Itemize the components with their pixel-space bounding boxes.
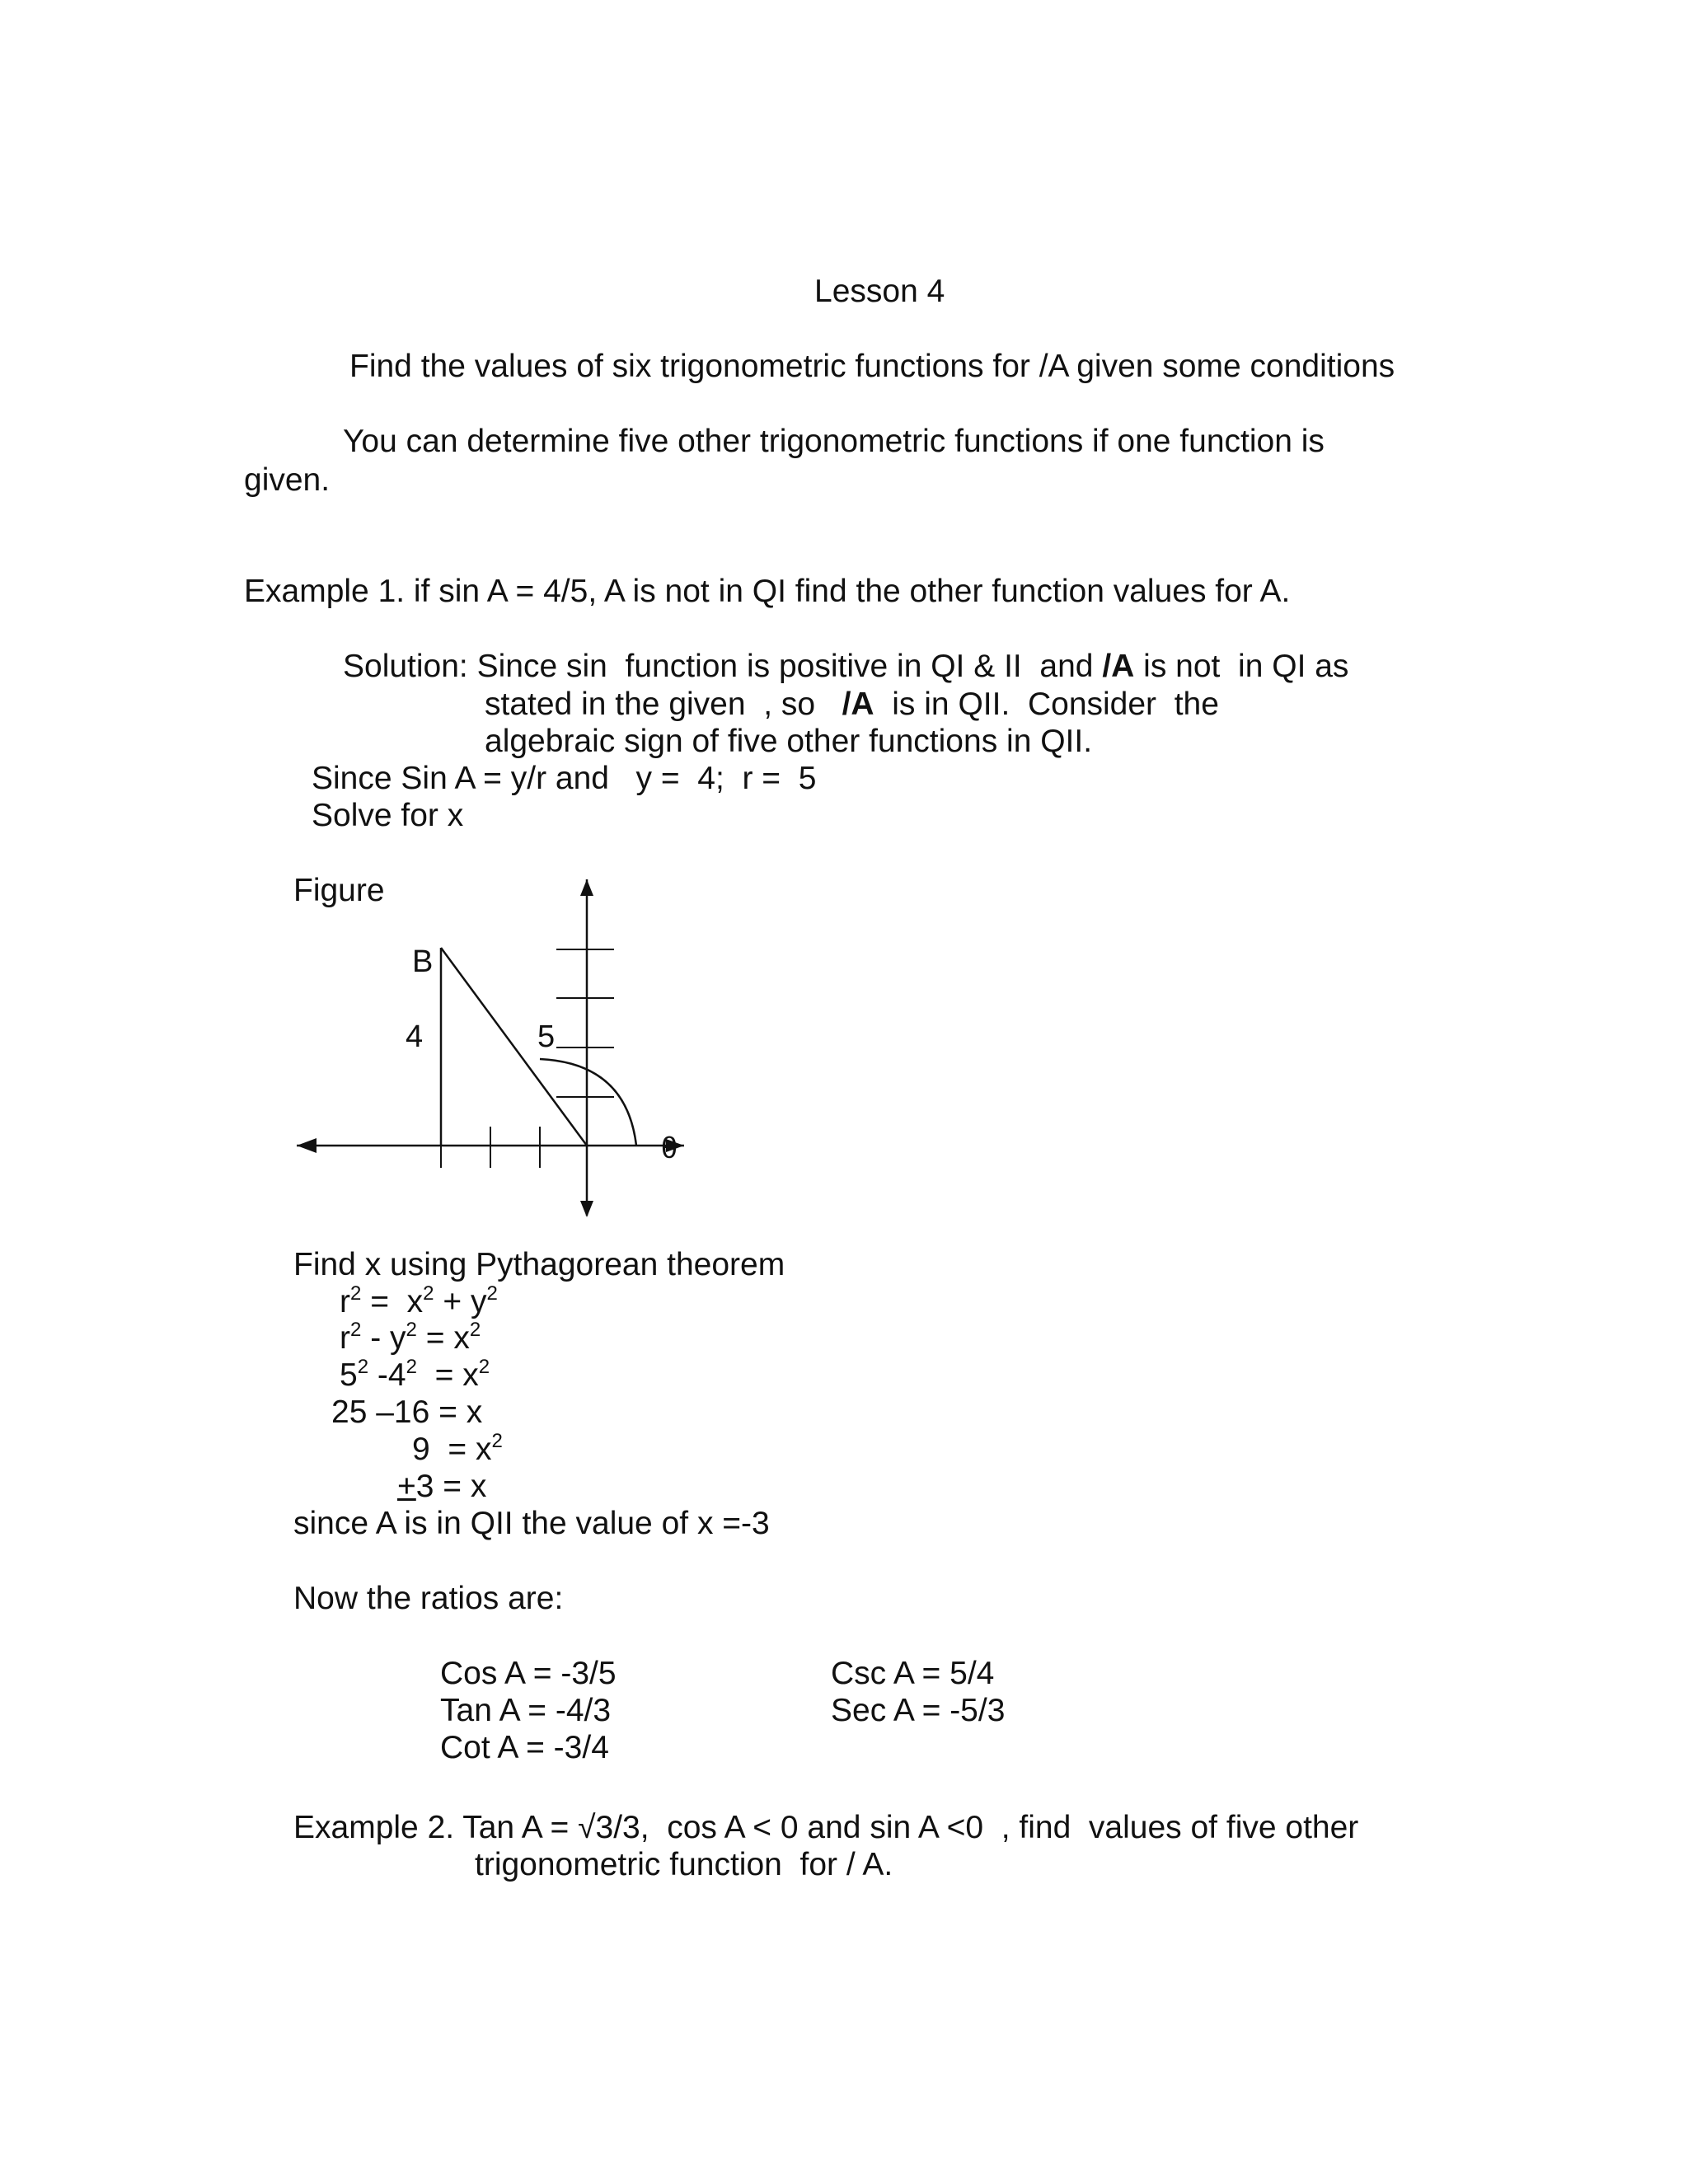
ratio-cot: Cot A = -3/4: [440, 1730, 609, 1765]
solution-line-1-bold: /A: [1102, 649, 1135, 684]
ratio-csc: Csc A = 5/4: [831, 1656, 995, 1691]
pythag-step-5: $9 = x^2$: [412, 1430, 503, 1467]
hypotenuse-label-5: 5: [537, 1019, 556, 1054]
pythag-s1-r: r: [340, 1284, 350, 1319]
ratio-cos: Cos A = -3/5: [440, 1656, 617, 1691]
solution-line-2-bold: /A: [842, 687, 874, 722]
pythag-heading: Find x using Pythagorean theorem: [293, 1247, 785, 1282]
solution-line-2-text-a: stated in the given , so: [485, 687, 842, 722]
since-line: Since Sin A = y/r and y = 4; r = 5: [312, 761, 817, 796]
lesson-title: Lesson 4: [814, 274, 945, 309]
pythag-step-4: 25 –16 = x: [331, 1394, 483, 1430]
intro-line-2: given.: [244, 462, 331, 498]
pythag-s3-eq: = x: [416, 1357, 479, 1393]
angle-label-theta: θ: [661, 1131, 678, 1165]
solution-line-2: [485, 688, 1219, 720]
solution-line-1: [343, 650, 1348, 682]
solution-line-2-text-b: is in QII. Consider the: [874, 687, 1219, 722]
pythag-s1-eq: = x: [361, 1284, 424, 1319]
pythag-s2-r: r: [340, 1320, 350, 1356]
y-axis-up-arrow-icon: [580, 879, 593, 896]
solution-line-3: algebraic sign of five other functions in QII.: [485, 724, 1093, 759]
y-axis-down-arrow-icon: [580, 1201, 593, 1217]
solution-line-1-text-b: is not in QI as: [1134, 649, 1349, 684]
pythag-s2-eq: = x: [416, 1320, 470, 1356]
plus-minus-sign: +: [397, 1469, 416, 1504]
pythag-s3-a: 5: [340, 1357, 358, 1393]
triangle-figure: [280, 869, 709, 1232]
solve-line: Solve for x: [312, 798, 464, 833]
lesson-subtitle: Find the values of six trigonometric functions for /A given some conditions: [349, 349, 1395, 384]
pythag-step-1: $r^2 = x^2 + y^2$: [340, 1282, 498, 1319]
ratios-heading: Now the ratios are:: [293, 1581, 564, 1616]
example-1-statement: Example 1. if sin A = 4/5, A is not in QI find the other function values for A.: [244, 574, 1291, 609]
pythag-s2-minus: - y: [361, 1320, 406, 1356]
pythag-s1-plus: + y: [434, 1284, 487, 1319]
pythag-conclusion: since A is in QII the value of x =-3: [293, 1506, 770, 1541]
figure-label: Figure: [293, 873, 385, 908]
ratio-tan: Tan A = -4/3: [440, 1693, 612, 1728]
vertex-label-b: B: [412, 944, 434, 979]
ratio-sec: Sec A = -5/3: [831, 1693, 1006, 1728]
solution-line-1-text-a: Solution: Since sin function is positive in QI & II and: [343, 649, 1103, 684]
example-2-line-1: Example 2. Tan A = √3/3, cos A < 0 and sin A <0 , find values of five other: [293, 1810, 1359, 1845]
side-label-4: 4: [406, 1019, 424, 1054]
pythag-step-2: $r^2 - y^2 = x^2$: [340, 1319, 481, 1356]
example-2-line-2: trigonometric function for / A.: [475, 1847, 893, 1882]
pythag-s3-b: -4: [368, 1357, 406, 1393]
pythag-s6-rest: 3 = x: [415, 1469, 487, 1504]
intro-line-1: You can determine five other trigonometric functions if one function is: [343, 424, 1325, 459]
pythag-step-6: [397, 1470, 486, 1502]
pythag-step-3: $5^2$ $-4^2 = x^2$: [340, 1356, 490, 1393]
x-axis-left-arrow-icon: [297, 1138, 316, 1153]
pythag-s5-lhs: 9 = x: [412, 1432, 492, 1467]
